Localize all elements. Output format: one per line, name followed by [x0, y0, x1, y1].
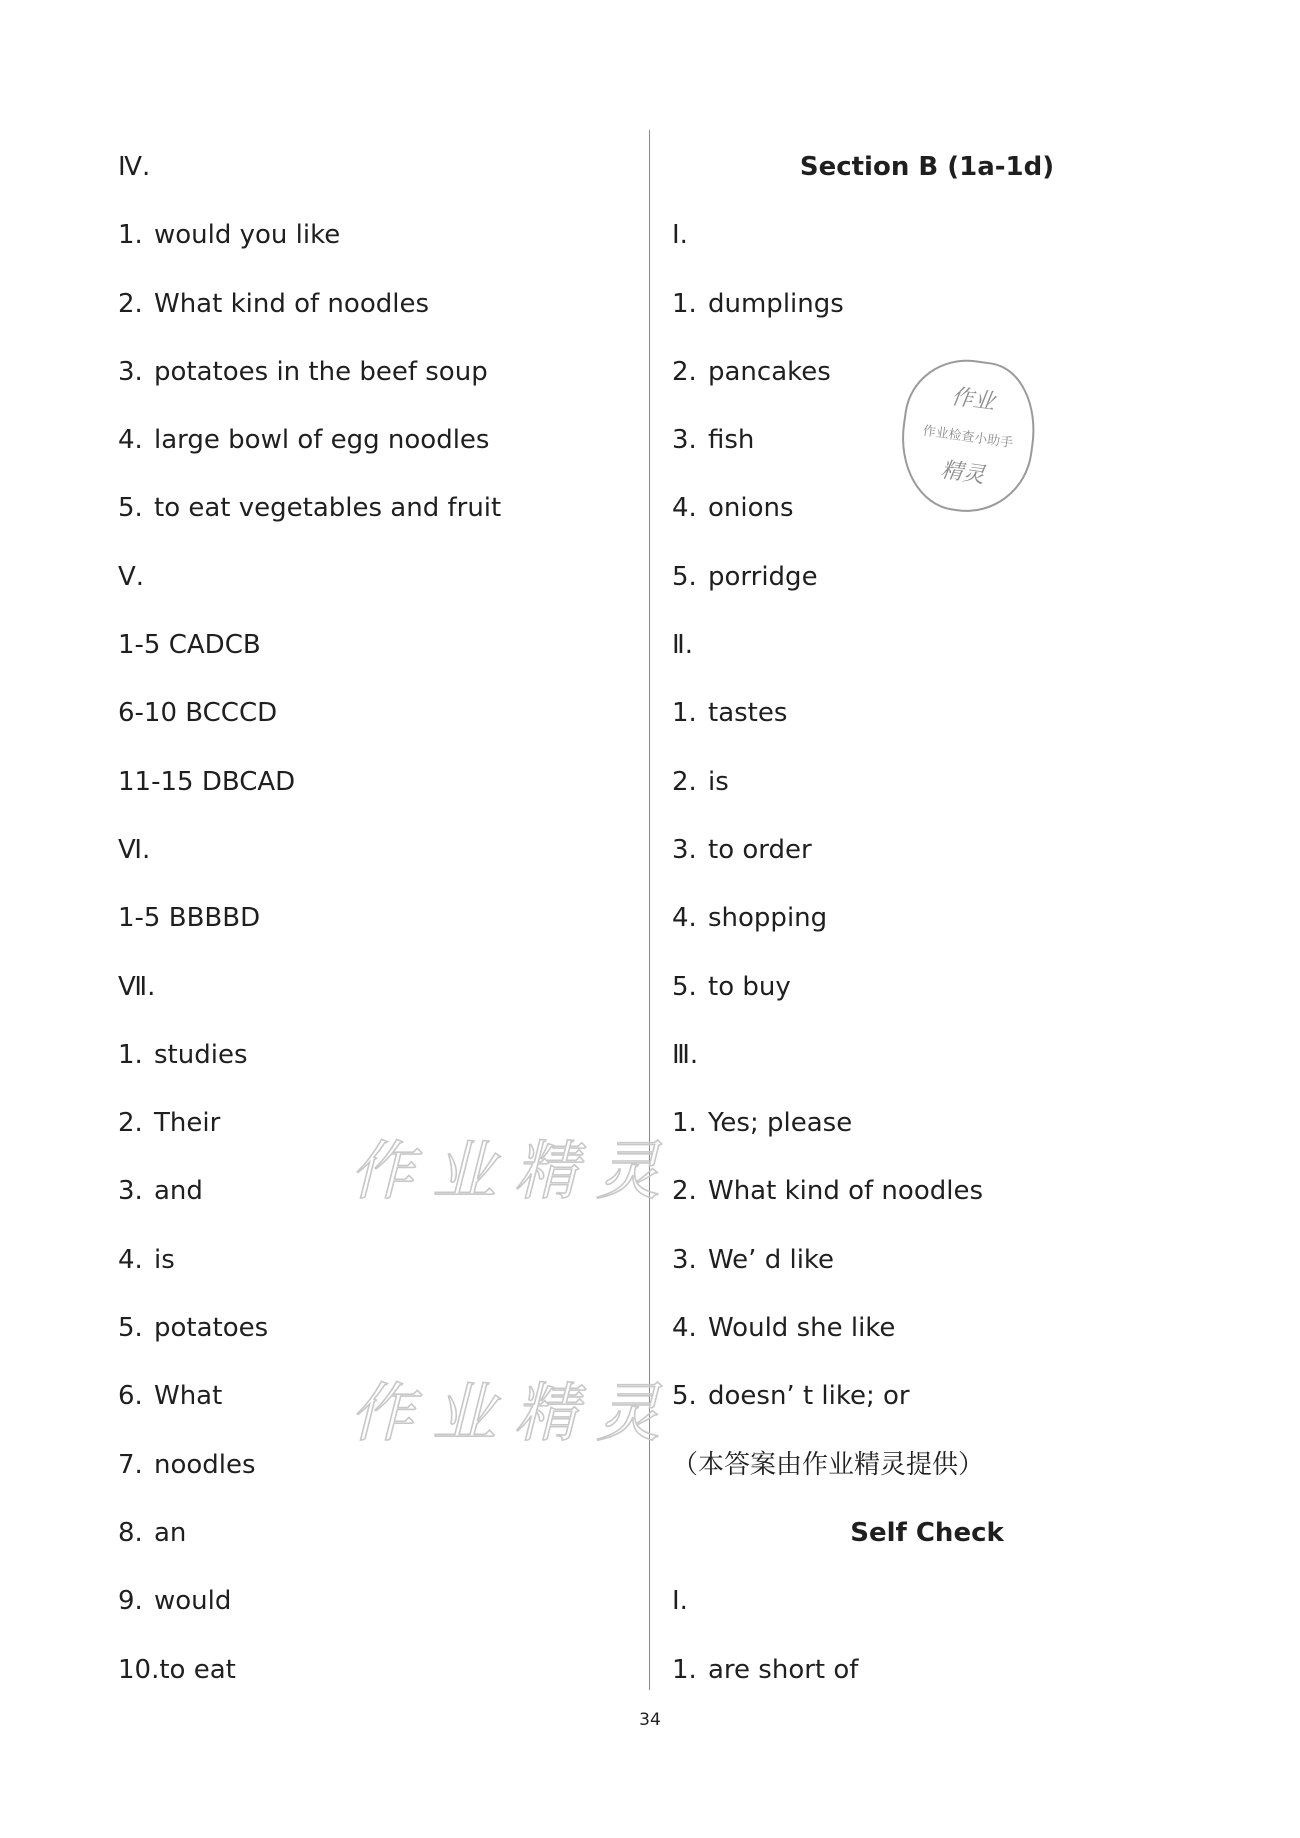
answer-line [118, 1445, 618, 1513]
answer-line [118, 352, 618, 420]
answer-line [672, 1376, 1182, 1444]
item-number: 9. [118, 1586, 143, 1617]
item-number: 1. [672, 1108, 697, 1139]
answer-text: Ⅲ. [672, 1039, 699, 1070]
answer-text: pancakes [708, 356, 831, 387]
answer-line [672, 967, 1182, 1035]
answer-text: large bowl of egg noodles [154, 425, 490, 456]
answer-text: What [154, 1381, 223, 1412]
answer-line [118, 1171, 618, 1239]
answer-text: （本答案由作业精灵提供） [672, 1449, 985, 1480]
stamp-top-text: 作业 [949, 384, 997, 416]
answer-text: doesn’ t like; or [708, 1381, 910, 1412]
answer-text: 11-15 DBCAD [118, 766, 296, 797]
item-number: 3. [118, 1176, 143, 1207]
answer-text: Self Check [850, 1517, 1004, 1548]
answer-line [118, 762, 618, 830]
section-heading [672, 147, 1182, 215]
item-number: 4. [118, 1244, 143, 1275]
answer-line [118, 967, 618, 1035]
answer-text: tastes [708, 698, 788, 729]
watermark-text: 作业精灵 [350, 1135, 678, 1209]
answer-text: Ⅵ. [118, 834, 151, 865]
answer-line [672, 830, 1182, 898]
column-divider [649, 130, 650, 1690]
stamp-middle-text: 作业检查小助手 [921, 423, 1014, 452]
answer-line [672, 1171, 1182, 1239]
answer-line [118, 1376, 618, 1444]
answer-line [672, 215, 1182, 283]
item-number: 2. [672, 356, 697, 387]
answer-text: is [154, 1244, 175, 1275]
answer-text: to buy [708, 971, 791, 1002]
answer-text: and [154, 1176, 203, 1207]
answer-line [118, 1513, 618, 1581]
watermark-text: 作业精灵 [350, 1377, 678, 1451]
answer-line [672, 1308, 1182, 1376]
answer-text: Section B (1a-1d) [799, 152, 1055, 182]
answer-text: We’ d like [708, 1244, 835, 1275]
item-number: 4. [118, 425, 143, 456]
item-number: 2. [672, 766, 697, 797]
item-number: 1. [672, 288, 697, 319]
answer-line [672, 898, 1182, 966]
answer-line [118, 284, 618, 352]
answer-text: is [708, 766, 729, 797]
answer-line [672, 284, 1182, 352]
answer-text: are short of [708, 1654, 859, 1685]
answer-text: 1-5 CADCB [118, 630, 261, 661]
answer-line [118, 420, 618, 488]
answer-text: 6-10 BCCCD [118, 698, 278, 729]
item-number: 7. [118, 1449, 143, 1480]
item-number: 1. [672, 1654, 697, 1685]
answer-line [118, 557, 618, 625]
item-number: 4. [672, 493, 697, 524]
item-number: 3. [118, 356, 143, 387]
item-number: 5. [118, 493, 143, 524]
item-number: 5. [672, 561, 697, 592]
answer-text: Ⅴ. [118, 561, 145, 592]
answer-line [672, 1445, 1182, 1513]
answer-text: would you like [154, 220, 341, 251]
answer-line [672, 1035, 1182, 1103]
answer-text: to eat [159, 1654, 236, 1685]
answer-line [118, 1650, 618, 1718]
answer-text: an [154, 1517, 187, 1548]
answer-text: Ⅰ. [672, 1586, 688, 1617]
answer-line [672, 693, 1182, 761]
answer-line [118, 1308, 618, 1376]
answer-text: would [154, 1586, 232, 1617]
stamp-bottom-text: 精灵 [939, 457, 987, 489]
answer-text: Ⅰ. [672, 220, 688, 251]
answer-line [118, 1103, 618, 1171]
left-column [118, 147, 618, 1718]
item-number: 3. [672, 834, 697, 865]
answer-text: What kind of noodles [154, 288, 429, 319]
answer-text: Ⅱ. [672, 630, 694, 661]
item-number: 4. [672, 903, 697, 934]
answer-text: to order [708, 834, 812, 865]
answer-text: shopping [708, 903, 828, 934]
answer-text: to eat vegetables and fruit [154, 493, 502, 524]
item-number: 2. [118, 1108, 143, 1139]
answer-text: Yes; please [708, 1108, 853, 1139]
answer-line [672, 762, 1182, 830]
answer-text: What kind of noodles [708, 1176, 983, 1207]
item-number: 1. [118, 1039, 143, 1070]
answer-text: Their [154, 1108, 221, 1139]
answer-text: potatoes [154, 1313, 269, 1344]
item-number: 4. [672, 1313, 697, 1344]
answer-line [672, 1240, 1182, 1308]
answer-line [672, 625, 1182, 693]
answer-line [118, 1581, 618, 1649]
item-number: 2. [118, 288, 143, 319]
answer-text: fish [708, 425, 755, 456]
answer-line [118, 625, 618, 693]
answer-line [118, 898, 618, 966]
answer-line [118, 693, 618, 761]
answer-line [672, 1581, 1182, 1649]
item-number: 3. [672, 1244, 697, 1275]
item-number: 5. [118, 1313, 143, 1344]
answer-line [118, 215, 618, 283]
section-heading [672, 1513, 1182, 1581]
item-number: 1. [672, 698, 697, 729]
answer-text: porridge [708, 561, 818, 592]
item-number: 5. [672, 1381, 697, 1412]
item-number: 2. [672, 1176, 697, 1207]
answer-line [672, 1103, 1182, 1171]
page-number: 34 [639, 1710, 661, 1730]
answer-text: onions [708, 493, 794, 524]
answer-text: Ⅶ. [118, 971, 156, 1002]
answer-text: 1-5 BBBBD [118, 903, 261, 934]
answer-text: dumplings [708, 288, 844, 319]
item-number: 1. [118, 220, 143, 251]
answer-text: potatoes in the beef soup [154, 356, 488, 387]
answer-line [118, 830, 618, 898]
answer-line [118, 147, 618, 215]
answer-text: Ⅳ. [118, 152, 151, 182]
answer-text: studies [154, 1039, 248, 1070]
item-number: 6. [118, 1381, 143, 1412]
item-number: 5. [672, 971, 697, 1002]
answer-line [672, 557, 1182, 625]
answer-text: Would she like [708, 1313, 896, 1344]
answer-line [118, 1240, 618, 1308]
answer-text: noodles [154, 1449, 256, 1480]
answer-line [672, 1650, 1182, 1718]
item-number: 8. [118, 1517, 143, 1548]
answer-line [118, 1035, 618, 1103]
item-number: 3. [672, 425, 697, 456]
item-number: 10. [118, 1654, 160, 1685]
answer-line [118, 488, 618, 556]
